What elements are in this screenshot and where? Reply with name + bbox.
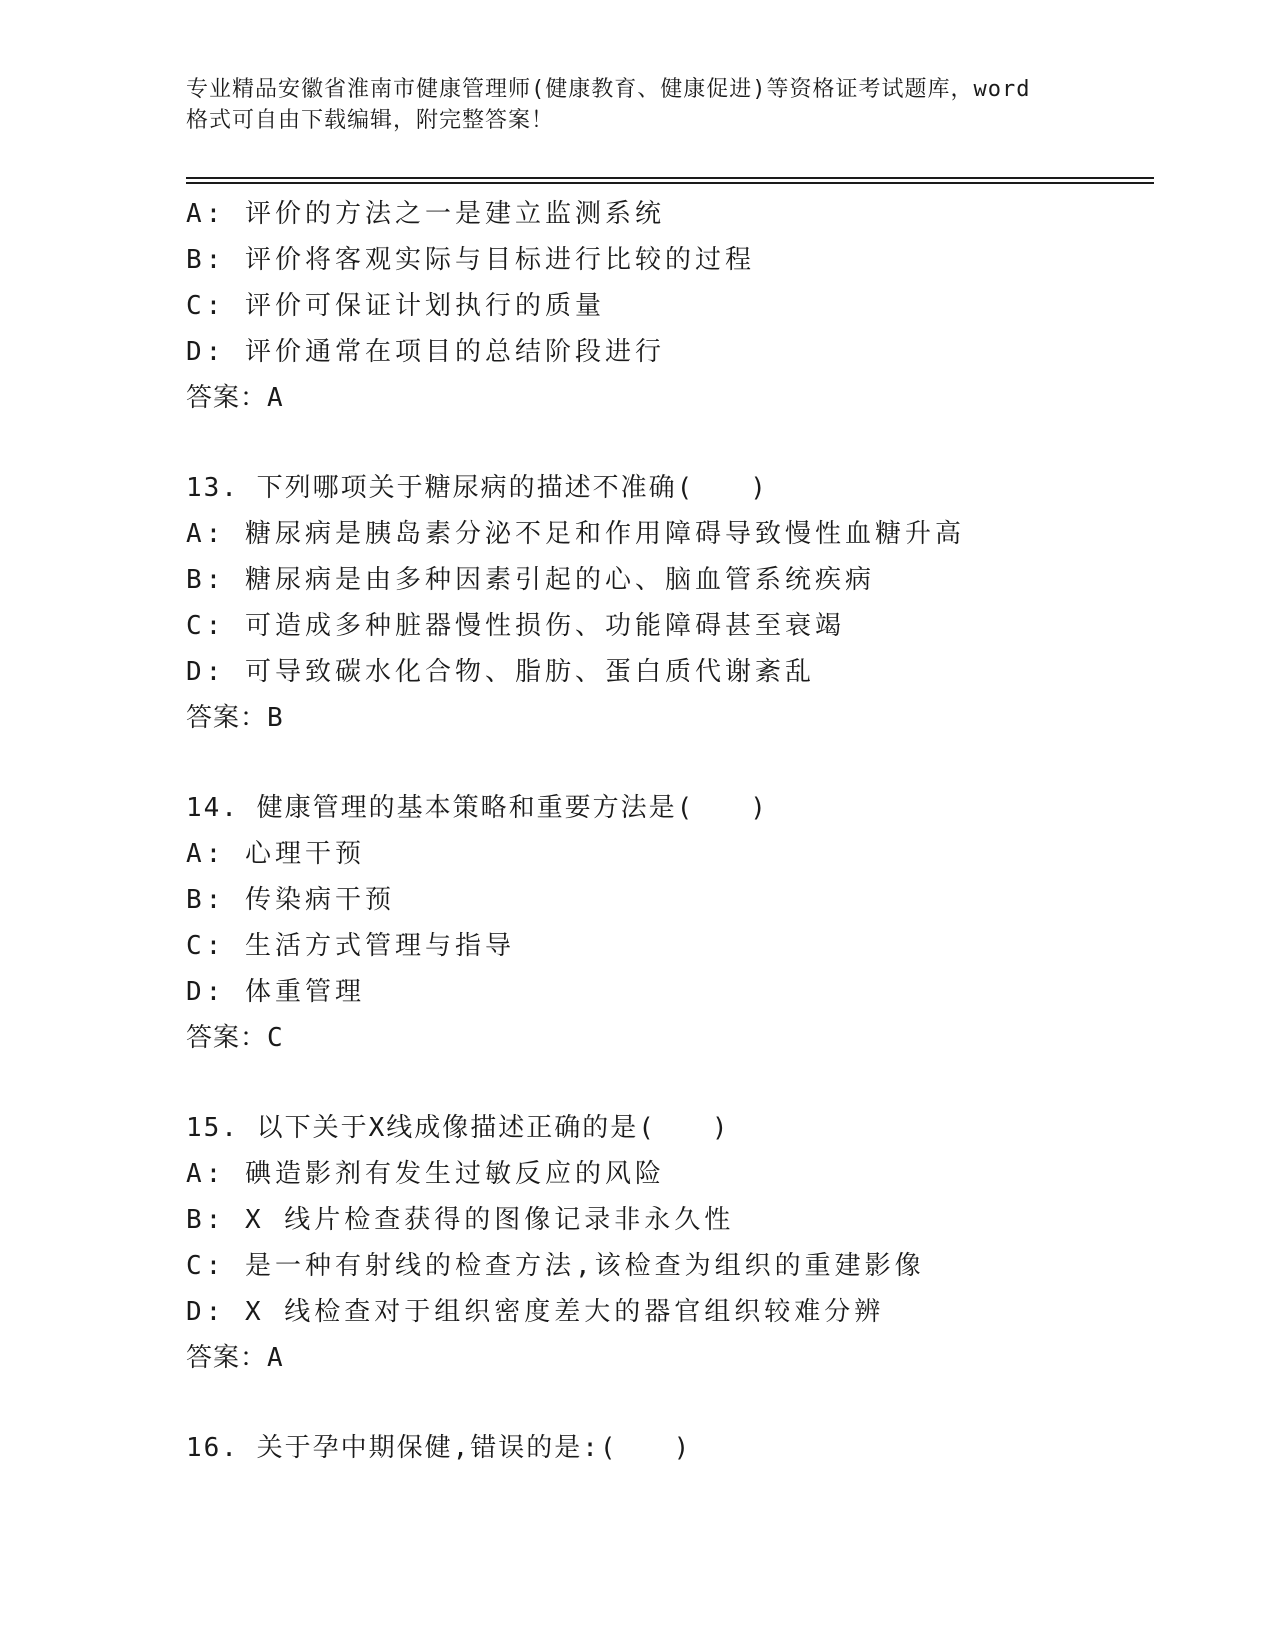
question-block-13: [186, 465, 1154, 741]
option-a: A: 碘造影剂有发生过敏反应的风险: [186, 1159, 665, 1189]
question-text: 14. 健康管理的基本策略和重要方法是( ): [186, 793, 768, 823]
option-c: C: 是一种有射线的检查方法,该检查为组织的重建影像: [186, 1251, 925, 1281]
option-b: B: 传染病干预: [186, 885, 395, 915]
question-block-14: [186, 785, 1154, 1061]
answer-value: A: [267, 383, 284, 413]
option-d: D: X 线检查对于组织密度差大的器官组织较难分辨: [186, 1297, 885, 1327]
option-a: A: 评价的方法之一是建立监测系统: [186, 199, 665, 229]
answer-label: 答案：: [186, 703, 268, 733]
option-c: C: 评价可保证计划执行的质量: [186, 291, 605, 321]
question-text: 13. 下列哪项关于糖尿病的描述不准确( ): [186, 473, 768, 503]
option-d: D: 评价通常在项目的总结阶段进行: [186, 337, 665, 367]
header-rule-bottom: [186, 182, 1154, 184]
answer-value: A: [267, 1343, 284, 1373]
answer-line: [186, 375, 1154, 421]
option-c: C: 生活方式管理与指导: [186, 931, 515, 961]
question-block-16: [186, 1425, 1154, 1471]
question-block-prev: [186, 191, 1154, 421]
option-a: A: 心理干预: [186, 839, 365, 869]
header-rule-top: [186, 177, 1154, 179]
option-c: C: 可造成多种脏器慢性损伤、功能障碍甚至衰竭: [186, 611, 845, 641]
option-a: A: 糖尿病是胰岛素分泌不足和作用障碍导致慢性血糖升高: [186, 519, 965, 549]
option-d: D: 可导致碳水化合物、脂肪、蛋白质代谢紊乱: [186, 657, 815, 687]
answer-label: 答案：: [186, 1343, 268, 1373]
document-header: [186, 74, 1086, 136]
answer-line: [186, 695, 1154, 741]
answer-line: [186, 1335, 1154, 1381]
answer-line: [186, 1015, 1154, 1061]
option-b: B: 糖尿病是由多种因素引起的心、脑血管系统疾病: [186, 565, 875, 595]
answer-value: B: [267, 703, 284, 733]
answer-label: 答案：: [186, 1023, 268, 1053]
answer-label: 答案：: [186, 383, 268, 413]
question-block-15: [186, 1105, 1154, 1381]
option-b: B: X 线片检查获得的图像记录非永久性: [186, 1205, 735, 1235]
header-line-2: 格式可自由下载编辑，附完整答案！: [186, 108, 555, 133]
header-line-1: 专业精品安徽省淮南市健康管理师(健康教育、健康促进)等资格证考试题库，word: [186, 77, 1031, 102]
option-d: D: 体重管理: [186, 977, 365, 1007]
question-list: [186, 191, 1154, 1471]
question-text: 15. 以下关于X线成像描述正确的是( ): [186, 1113, 730, 1143]
question-text: 16. 关于孕中期保健,错误的是:( ): [186, 1433, 692, 1463]
option-b: B: 评价将客观实际与目标进行比较的过程: [186, 245, 755, 275]
answer-value: C: [267, 1023, 284, 1053]
